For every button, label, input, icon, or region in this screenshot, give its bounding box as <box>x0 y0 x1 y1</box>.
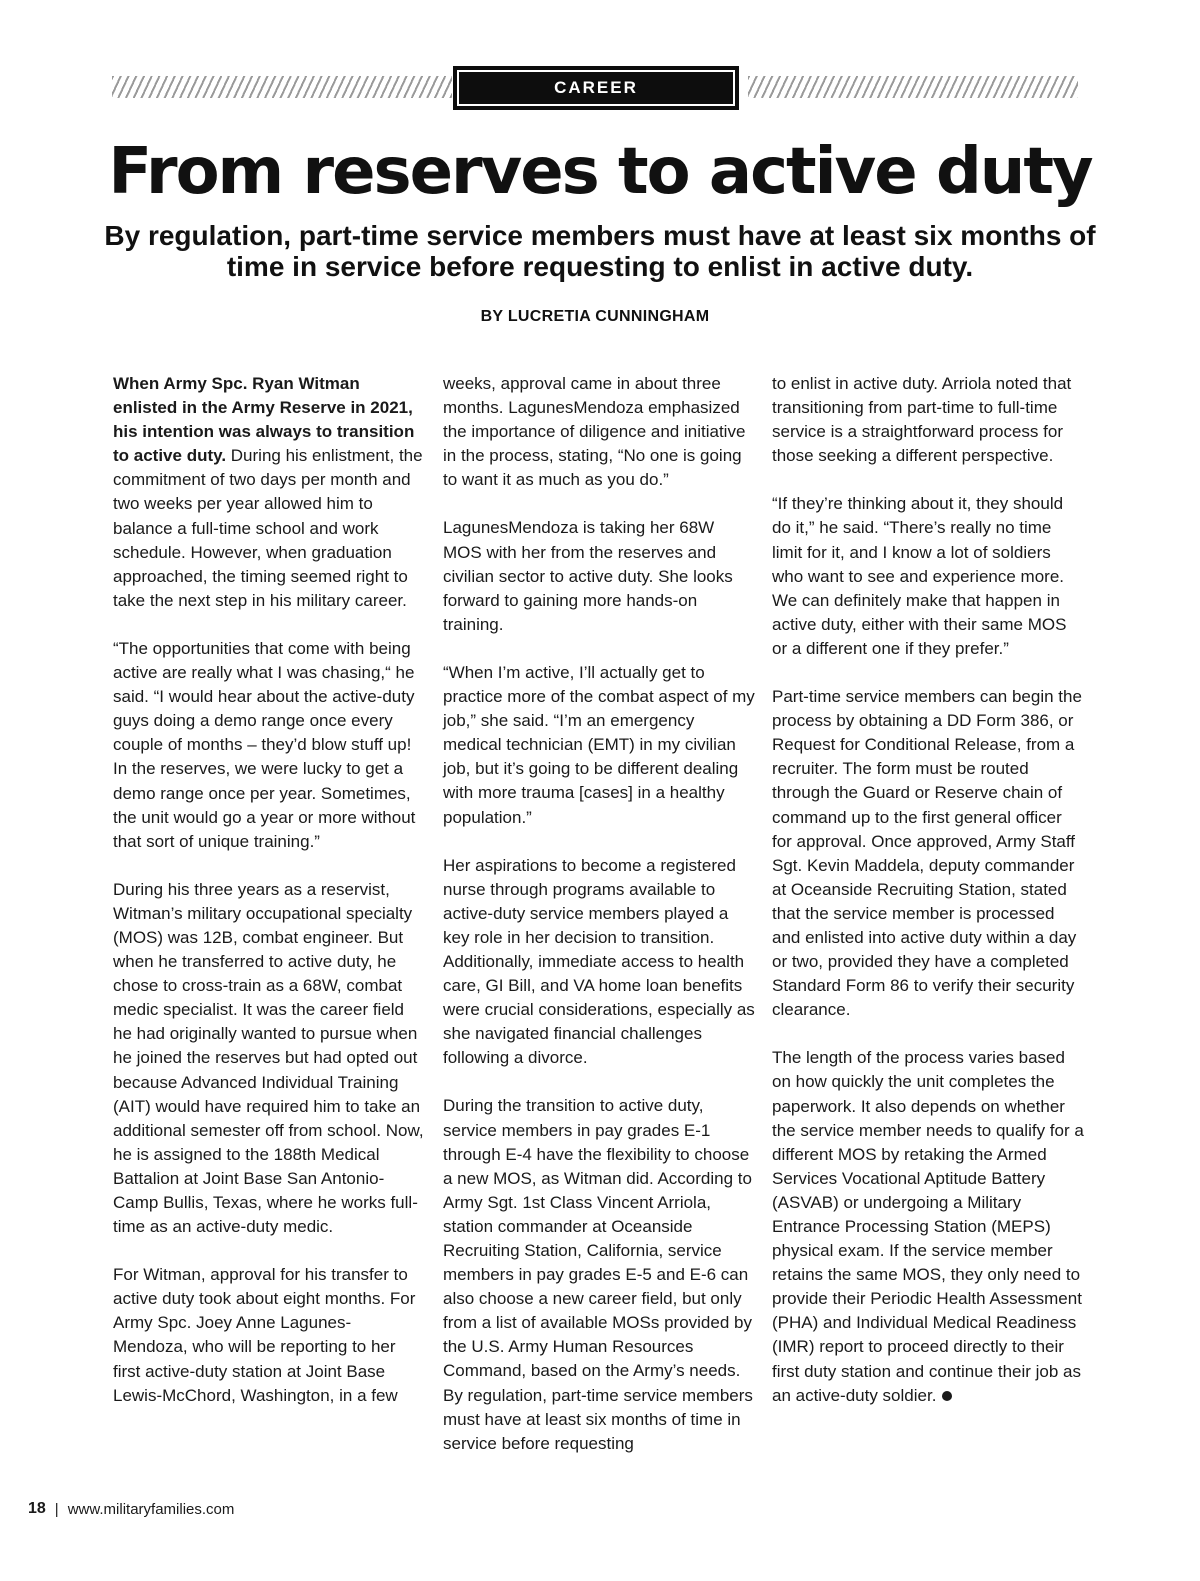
footer-separator: | <box>54 1500 59 1518</box>
hatch-decoration-left <box>112 76 452 98</box>
paragraph: During the transition to active duty, service members in pay grades E-1 through E-4 have the flexibility to choose a new MOS, as Witman did. According to Army Sgt. 1st Class Vincent Arriola, station commander at Oceanside Recruiting Station, California, service members in pay grades E-5 and E-6 can also choose a new career field, but only from a list of available MOSs provided by the U.S. Army Human Resources Command, based on the Army’s needs. By regulation, part-time service members must have at least six months of time in service before requesting <box>443 1096 753 1453</box>
paragraph: Part-time service members can begin the process by obtaining a DD Form 386, or Request for Conditional Release, from a recruiter. The form must be routed through the Guard or Reserve chain of command up to the first general officer for approval. Once approved, Army Staff Sgt. Kevin Maddela, deputy commander at Oceanside Recruiting Station, stated that the service member is processed and enlisted into active duty within a day or two, provided they have a completed Standard Form 86 to verify their security clearance. <box>772 687 1082 1020</box>
article-column-3 <box>772 372 1084 1432</box>
page-footer <box>28 1500 234 1518</box>
paragraph: to enlist in active duty. Arriola noted that transitioning from part-time to full-time service is a straightforward process for those seeking a different perspective. <box>772 374 1072 466</box>
paragraph: Her aspirations to become a registered nurse through programs available to active-duty service members played a key role in her decision to transition. Additionally, immediate access to health care, GI Bill, and VA home loan benefits were crucial considerations, especially as she navigated financial challenges following a divorce. <box>443 855 755 1068</box>
paragraph <box>113 372 425 613</box>
website-link[interactable]: www.militaryfamilies.com <box>67 1500 235 1518</box>
deck: By regulation, part-time service members must have at least six months of time in service before requesting to enlist in active duty. <box>104 220 1096 282</box>
paragraph: During his three years as a reservist, Witman’s military occupational specialty (MOS) was 12B, combat engineer. But when he transferred to active duty, he chose to cross-train as a 68W, combat medic specialist. It was the career field he had originally wanted to pursue when he joined the reserves but had opted out because Advanced Individual Training (AIT) would have required him to take an additional semester off from school. Now, he is assigned to the 188th Medical Battalion at Joint Base San Antonio-Camp Bullis, Texas, where he works full-time as an active-duty medic. <box>113 879 424 1237</box>
byline: BY LUCRETIA CUNNINGHAM <box>480 308 710 325</box>
section-label: CAREER <box>453 66 739 110</box>
paragraph: weeks, approval came in about three months. LagunesMendoza emphasized the importance of diligence and initiative in the process, stating, “No one is going to want it as much as you do.” <box>443 374 746 490</box>
headline: From reserves to active duty <box>108 135 1092 209</box>
paragraph: LagunesMendoza is taking her 68W MOS with her from the reserves and civilian sector to active duty. She looks forward to gaining more hands-on training. <box>443 518 733 634</box>
paragraph: For Witman, approval for his transfer to active duty took about eight months. For Army Spc. Joey Anne Lagunes-Mendoza, who will be reporting to her first active-duty station at Joint Base Lewis-McChord, Washington, in a few <box>113 1265 416 1405</box>
paragraph: “If they’re thinking about it, they should do it,” he said. “There’s really no time limit for it, and I know a lot of soldiers who want to see and experience more. We can definitely make that happen in active duty, either with their same MOS or a different one if they prefer.” <box>772 494 1067 658</box>
paragraph-text: The length of the process varies based on how quickly the unit completes the paperwork. It also depends on whether the service member needs to qualify for a different MOS by retaking the Armed Services Vocational Aptitude Battery (ASVAB) or undergoing a Military Entrance Processing Station (MEPS) physical exam. If the service member retains the same MOS, they only need to provide their Periodic Health Assessment (PHA) and Individual Medical Readiness (IMR) report to proceed directly to their first duty station and continue their job as an active-duty soldier. <box>772 1048 1084 1405</box>
page-number: 18 <box>28 1500 46 1517</box>
section-header <box>112 66 1078 110</box>
article-column-1 <box>113 372 425 1432</box>
paragraph: “When I’m active, I’ll actually get to practice more of the combat aspect of my job,” she said. “I’m an emergency medical technician (EMT) in my civilian job, but it’s going to be different dealing with more trauma [cases] in a healthy population.” <box>443 662 755 827</box>
paragraph <box>772 1046 1084 1407</box>
hatch-decoration-right <box>748 76 1078 98</box>
paragraph-text: During his enlistment, the commitment of two days per month and two weeks per year allowed him to balance a full-time school and work schedule. However, when graduation approached, the timing seemed right to take the next step in his military career. <box>113 446 423 610</box>
paragraph: “The opportunities that come with being active are really what I was chasing,“ he said. “I would hear about the active-duty guys doing a demo range once every couple of months – they’d blow stuff up! In the reserves, we were lucky to get a demo range once per year. Sometimes, the unit would go a year or more without that sort of unique training.” <box>113 638 416 851</box>
end-of-article-icon <box>942 1391 952 1401</box>
lead-sentence: When Army Spc. Ryan Witman enlisted in the Army Reserve in 2021, his intention was always to transition to active duty. <box>113 374 415 466</box>
article-column-2 <box>443 372 755 1480</box>
